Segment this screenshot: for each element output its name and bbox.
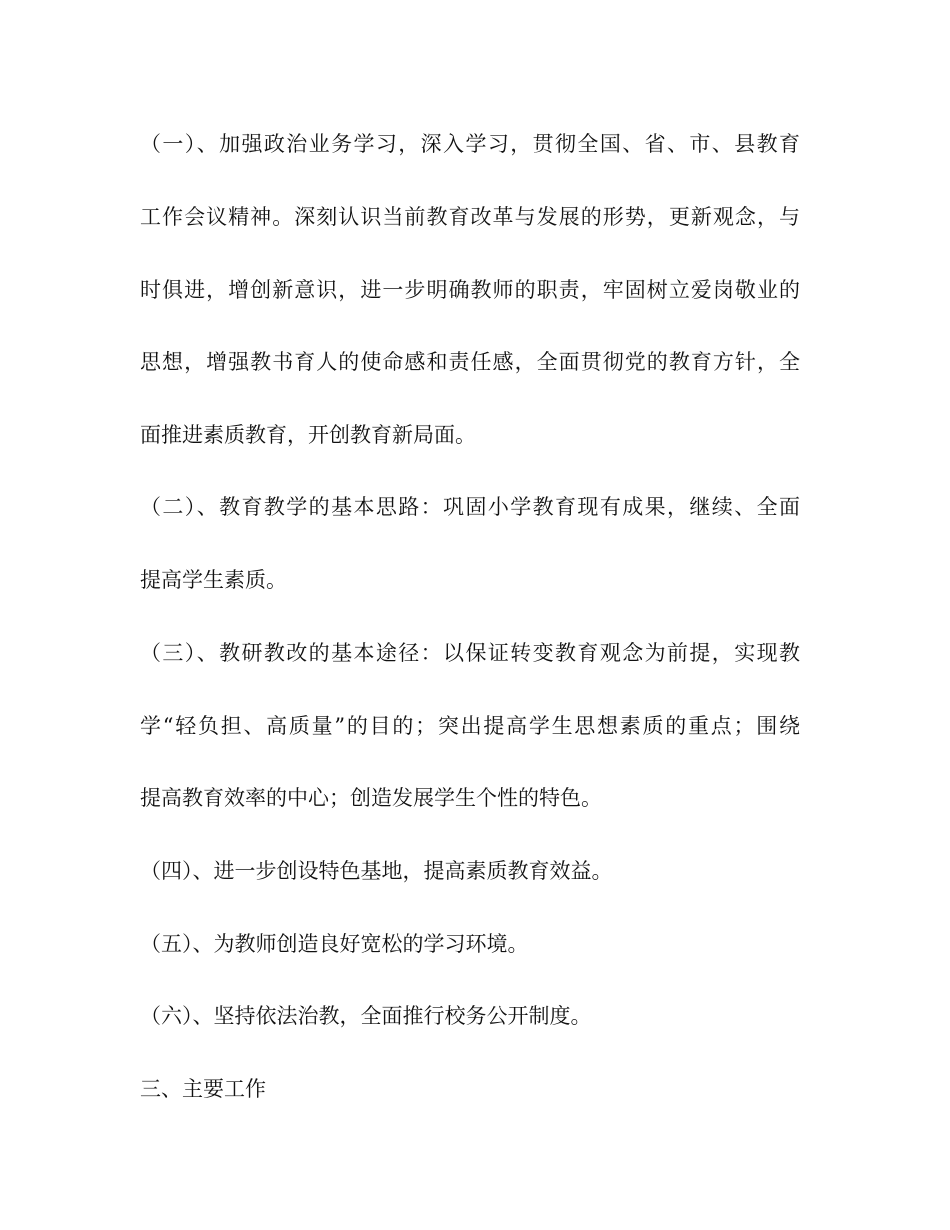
paragraph-1-line-3: 时俱进，增创新意识，进一步明确教师的职责，牢固树立爱岗敬业的 — [140, 278, 800, 302]
paragraph-1-line-2: 工作会议精神。深刻认识当前教育改革与发展的形势，更新观念，与 — [140, 205, 800, 229]
paragraph-3-line-3: 提高教育效率的中心；创造发展学生个性的特色。 — [140, 786, 602, 810]
paragraph-2-line-2: 提高学生素质。 — [140, 568, 287, 592]
paragraph-5: （五）、为教师创造良好宽松的学习环境。 — [140, 932, 529, 956]
paragraph-2-line-1: （二）、教育教学的基本思路：巩固小学教育现有成果，继续、全面 — [140, 495, 800, 519]
section-heading: 三、主要工作 — [140, 1077, 266, 1101]
paragraph-1-line-1: （一）、加强政治业务学习，深入学习，贯彻全国、省、市、县教育 — [140, 132, 800, 156]
paragraph-3-line-1: （三）、教研教改的基本途径：以保证转变教育观念为前提，实现教 — [140, 641, 800, 665]
paragraph-6: （六）、坚持依法治教，全面推行校务公开制度。 — [140, 1004, 592, 1028]
paragraph-1-line-4: 思想，增强教书育人的使命感和责任感，全面贯彻党的教育方针，全 — [140, 350, 800, 374]
paragraph-4: （四）、进一步创设特色基地，提高素质教育效益。 — [140, 859, 613, 883]
paragraph-3-line-2: 学“轻负担、高质量”的目的；突出提高学生思想素质的重点；围绕 — [140, 714, 800, 738]
paragraph-1-line-5: 面推进素质教育，开创教育新局面。 — [140, 423, 476, 447]
